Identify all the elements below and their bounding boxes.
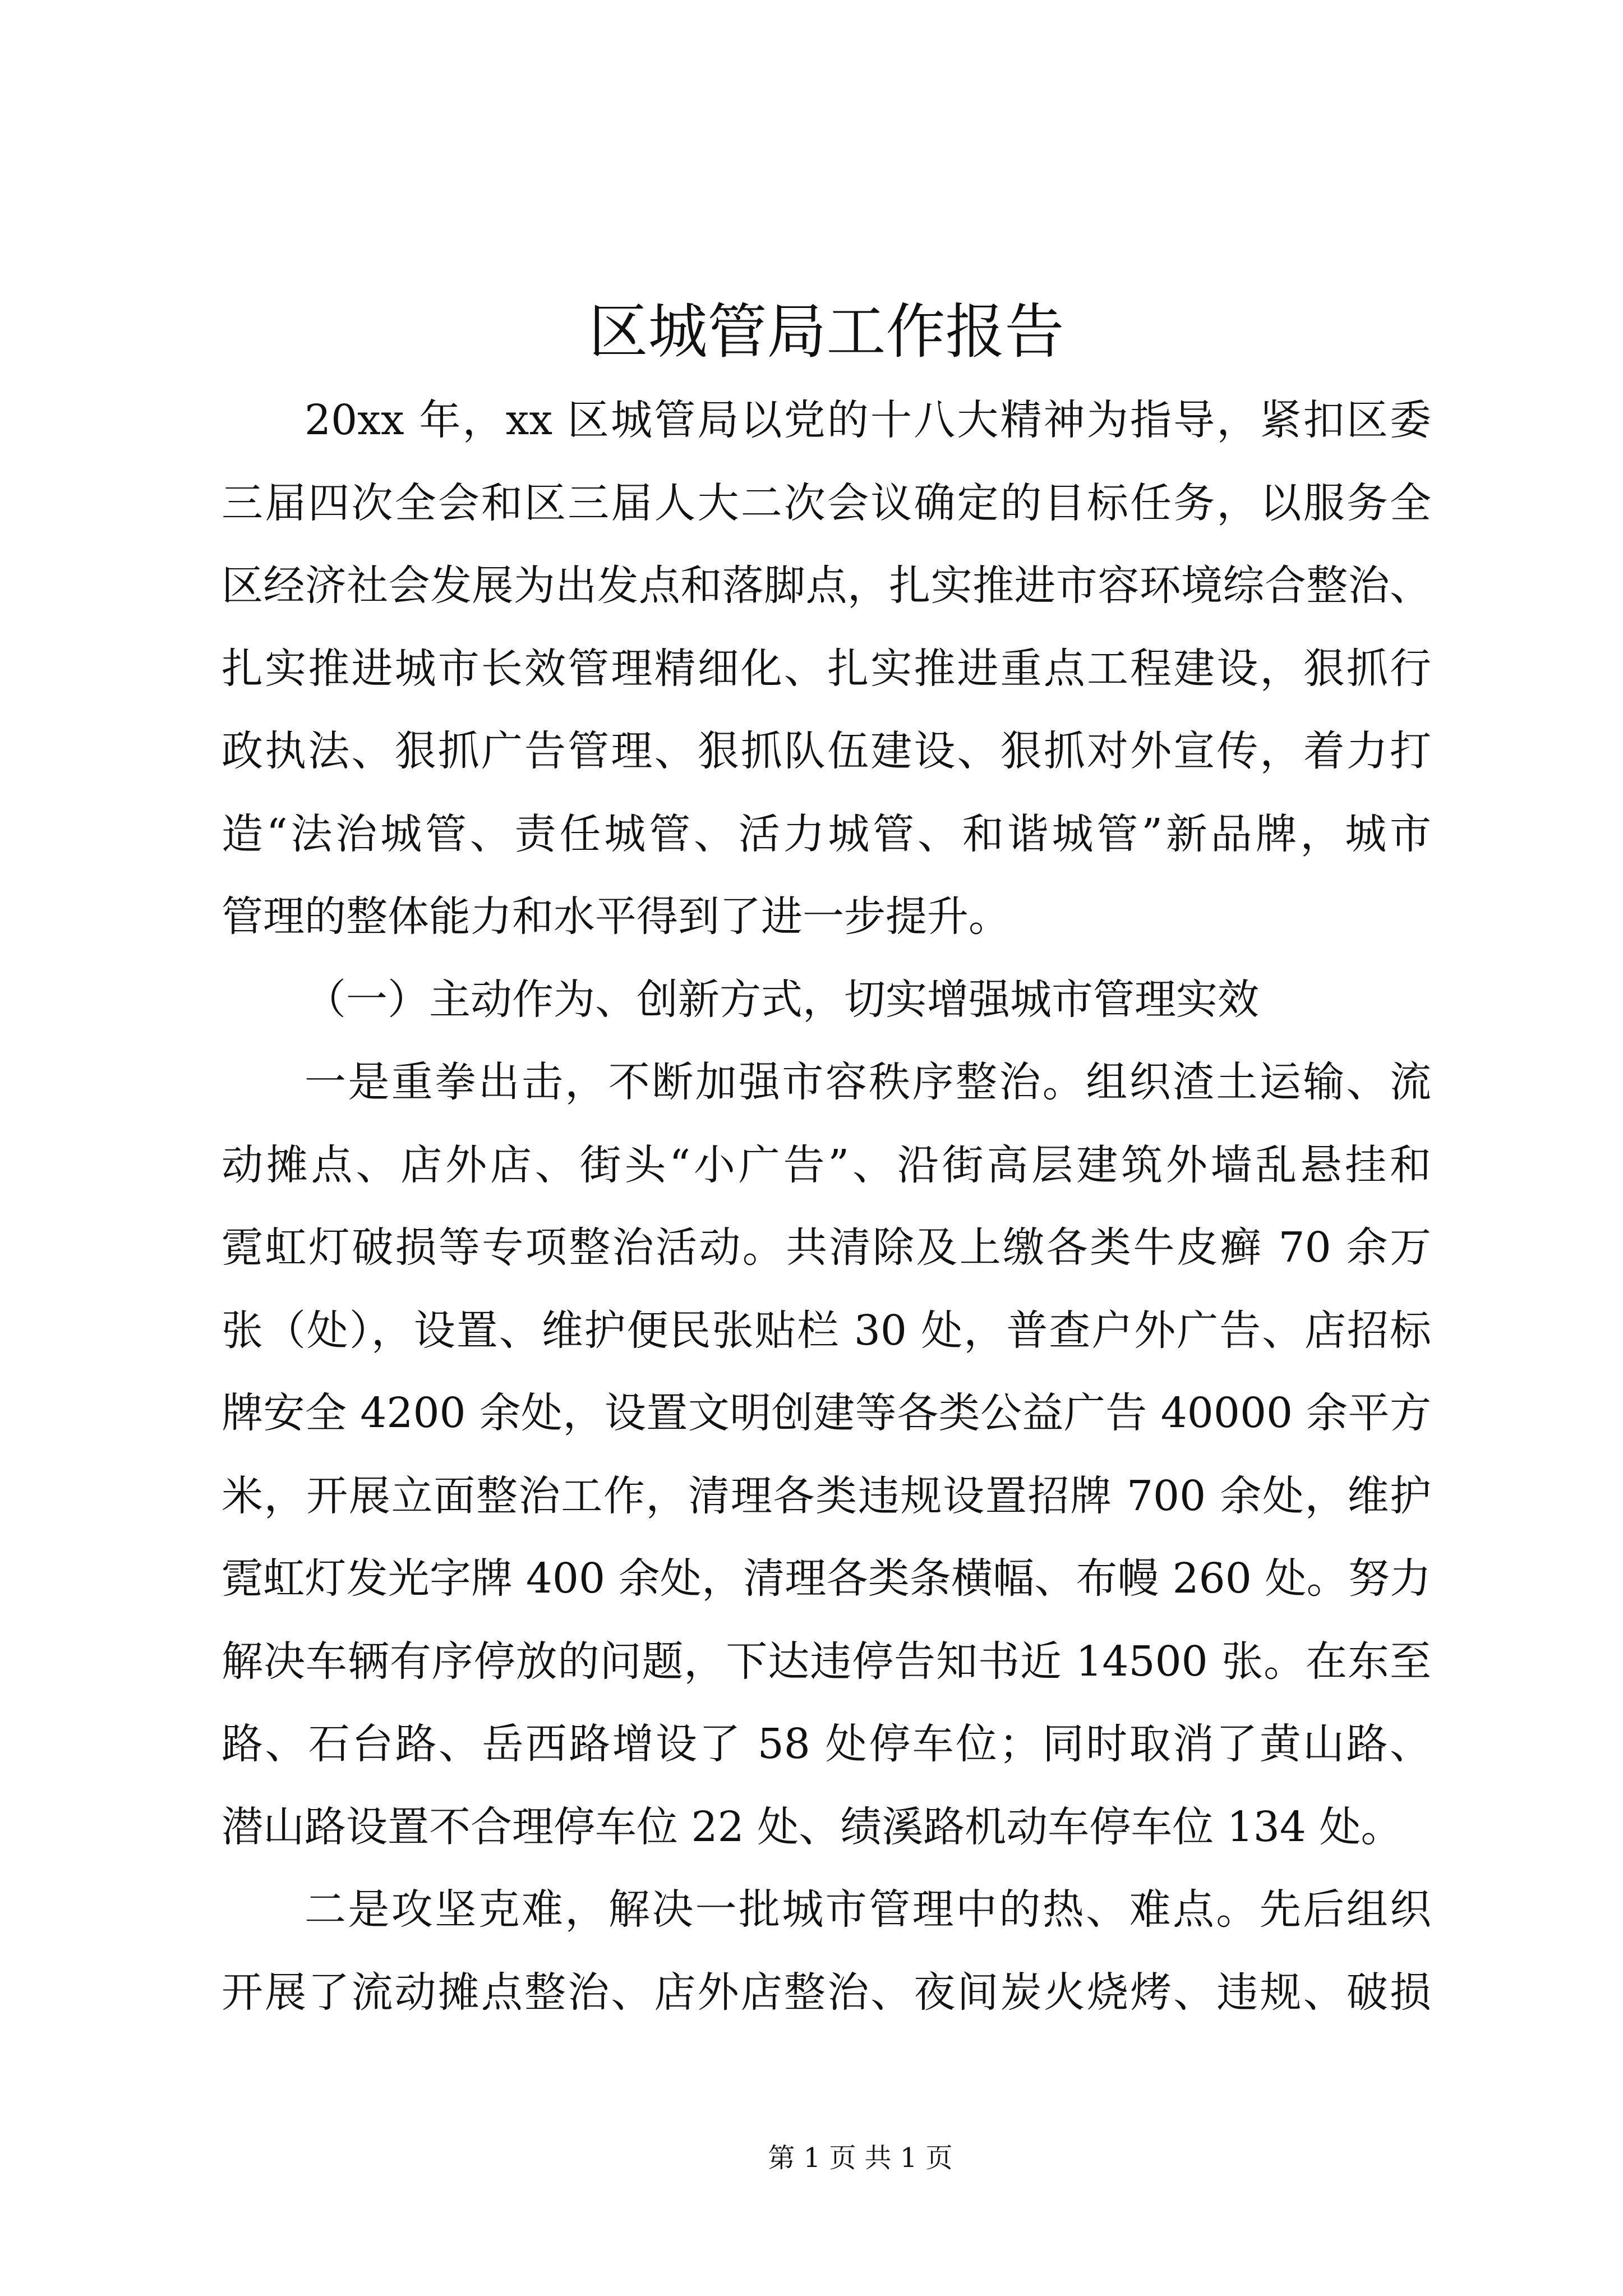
paragraph-intro [222,379,1431,959]
paragraph-line: 路、石台路、岳西路增设了 58 处停车位；同时取消了黄山路、 [222,1720,1431,1768]
paragraph-line: 20xx 年，xx 区城管局以党的十八大精神为指导，紧扣区委 [305,396,1431,444]
paragraph-line: 霓虹灯破损等专项整治活动。共清除及上缴各类牛皮癣 70 余万 [222,1223,1431,1272]
paragraph-line: 政执法、狠抓广告管理、狠抓队伍建设、狠抓对外宣传，着力打 [222,727,1431,775]
section-heading [222,959,1431,1042]
page-footer: 第 1 页 共 1 页 [768,2142,953,2174]
paragraph-line: 一是重拳出击，不断加强市容秩序整治。组织渣土运输、流 [305,1058,1431,1106]
paragraph-line: 解决车辆有序停放的问题，下达违停告知书近 14500 张。在东至 [222,1637,1431,1686]
paragraph-line: 张（处），设置、维护便民张贴栏 30 处，普查户外广告、店招标 [222,1306,1431,1355]
document-title: 区城管局工作报告 [588,297,1064,366]
paragraph-line: 管理的整体能力和水平得到了进一步提升。 [222,892,1010,941]
paragraph-line: 区经济社会发展为出发点和落脚点，扎实推进市容环境综合整治、 [222,562,1431,610]
paragraph-line: 动摊点、店外店、街头“小广告”、沿街高层建筑外墙乱悬挂和 [222,1140,1431,1189]
paragraph-line: 造“法治城管、责任城管、活力城管、和谐城管”新品牌，城市 [222,809,1431,858]
paragraph-line: 二是攻坚克难，解决一批城市管理中的热、难点。先后组织 [305,1885,1431,1934]
paragraph-line: 牌安全 4200 余处，设置文明创建等各类公益广告 40000 余平方 [222,1389,1431,1437]
section-heading-text: （一）主动作为、创新方式，切实增强城市管理实效 [305,975,1259,1024]
paragraph-line: 扎实推进城市长效管理精细化、扎实推进重点工程建设，狠抓行 [222,644,1431,693]
paragraph-point-one [222,1041,1431,1869]
paragraph-line: 米，开展立面整治工作，清理各类违规设置招牌 700 余处，维护 [222,1471,1431,1520]
paragraph-line: 开展了流动摊点整治、店外店整治、夜间炭火烧烤、违规、破损 [222,1968,1431,2017]
paragraph-point-two [222,1869,1431,2034]
document-body [222,379,1431,2034]
paragraph-line: 三届四次全会和区三届人大二次会议确定的目标任务，以服务全 [222,478,1431,527]
paragraph-line: 霓虹灯发光字牌 400 余处，清理各类条横幅、布幔 260 处。努力 [222,1554,1431,1603]
paragraph-line: 潜山路设置不合理停车位 22 处、绩溪路机动车停车位 134 处。 [222,1802,1403,1851]
